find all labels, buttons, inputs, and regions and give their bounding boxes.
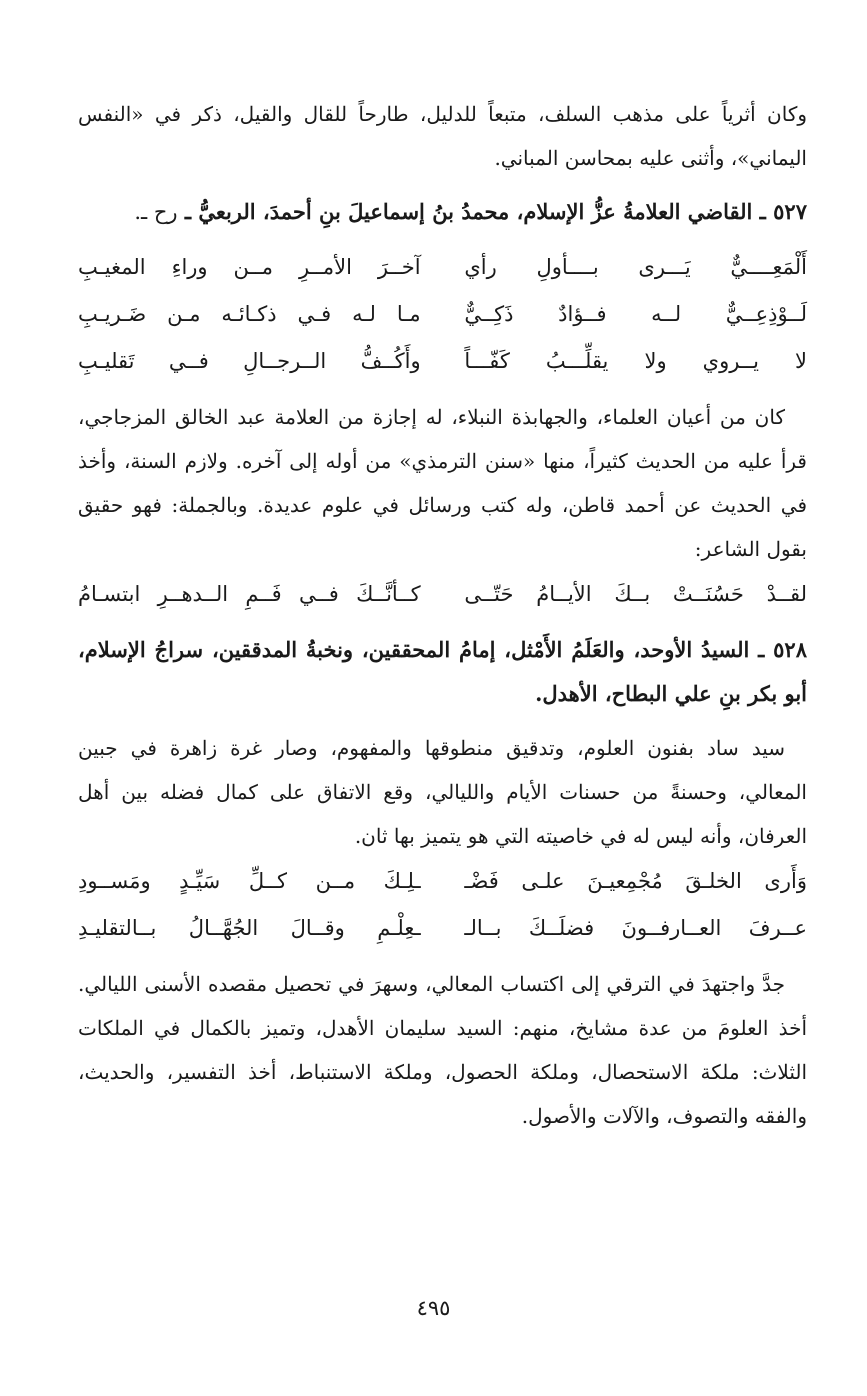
- poem-hemistich-first: لقــدْ حَسُنَــتْ بــكَ الأيــامُ حَتّــى: [464, 582, 807, 606]
- poem-hemistich-first: أَلْمَعِــــيٌّ يَـــرى بــــأولِ رأي: [464, 255, 807, 279]
- paragraph-biography-527: كان من أعيان العلماء، والجهابذة النبلاء، له إجازة من العلامة عبد الخالق المزجاجي، قرأ عليه من الحديث كثيراً، منها «سنن الترمذي» من أوله إلى آخره. ولازم السنة، وأخذ في الحديث عن أحمد قاطن، وله كتب ورسائل في علوم عديدة. وبالجملة: فهو حقيق بقول الشاعر:: [78, 405, 807, 561]
- poem-verse: [78, 244, 807, 291]
- paragraph-intro: وكان أثرياً على مذهب السلف، متبعاً للدليل، طارحاً للقال والقيل، ذكر في «النفس اليماني»، وأثنى عليه بمحاسن المباني.: [78, 102, 807, 170]
- entry-heading-527-tail: رح ـ.: [134, 200, 178, 224]
- poem-verse: [78, 571, 807, 618]
- poem-verse: [78, 338, 807, 385]
- poem-verse: [78, 291, 807, 338]
- entry-heading-528: ٥٢٨ ـ السيدُ الأوحد، والعَلَمُ الأَمْثل، إمامُ المحققين، ونخبةُ المدققين، سراجُ الإسلام، أبو بكر بنِ علي البطاح، الأهدل.: [78, 637, 807, 706]
- page-number: ٤٩٥: [416, 1296, 451, 1320]
- poem-hemistich-first: عــرفَ العــارفــونَ فضلَــكَ بــالـ: [464, 916, 807, 940]
- poem-hemistich-first: وَأَرى الخلـقَ مُجْمِعيـنَ علـى فَضْـ: [464, 869, 807, 893]
- poem-hemistich-second: كــأنَّــكَ فــي فَــمِ الــدهــرِ ابتسـامُ: [78, 582, 421, 606]
- poem-hemistich-second: وأَكُــفُّ الــرجــالِ فــي تَقليـبِ: [78, 349, 421, 373]
- poem-block-2: [78, 571, 807, 618]
- paragraph-biography-528: سيد ساد بفنون العلوم، وتدقيق منطوقها والمفهوم، وصار غرة زاهرة في جبين المعالي، وحسنةً من حسنات الأيام والليالي، وقع الاتفاق على كمال فضله بين أهل العرفان، وأنه ليس له في خاصيته التي هو يتميز بها ثان.: [78, 736, 807, 848]
- poem-hemistich-first: لَــوْذِعِــيٌّ لــه فــؤادٌ ذَكِــيٌّ: [464, 302, 807, 326]
- entry-heading-527-text: ٥٢٧ ـ القاضي العلامةُ عزُّ الإسلام، محمدُ بنُ إسماعيلَ بنِ أحمدَ، الربعيُّ ـ: [184, 199, 807, 224]
- poem-verse: [78, 905, 807, 952]
- entry-heading-527: [78, 190, 807, 234]
- poem-hemistich-first: لا يــروي ولا يقلِّـــبُ كَفّـــاً: [464, 349, 807, 373]
- poem-hemistich-second: مـا لـه فـي ذكـائـه مـن ضَـريـبِ: [78, 302, 421, 326]
- poem-hemistich-second: آخــرَ الأمــرِ مــن وراءِ المغيـبِ: [78, 255, 421, 279]
- poem-hemistich-second: ـعِلْـمِ وقــالَ الجُهَّــالُ بــالتقليـدِ: [78, 916, 421, 940]
- poem-block-1: [78, 244, 807, 385]
- paragraph-studies: جدَّ واجتهدَ في الترقي إلى اكتساب المعالي، وسهرَ في تحصيل مقصده الأسنى الليالي. أخذ العلومَ من عدة مشايخ، منهم: السيد سليمان الأهدل، وتميز بالكمال في الملكات الثلاث: ملكة الاستحصال، وملكة الحصول، وملكة الاستنباط، أخذ التفسير، والحديث، والفقه والتصوف، والآلات والأصول.: [78, 972, 807, 1128]
- poem-block-3: [78, 858, 807, 952]
- poem-verse: [78, 858, 807, 905]
- page-content: [78, 92, 807, 1138]
- poem-hemistich-second: ـلِـكَ مــن كــلِّ سَيِّـدٍ ومَســودِ: [78, 869, 421, 893]
